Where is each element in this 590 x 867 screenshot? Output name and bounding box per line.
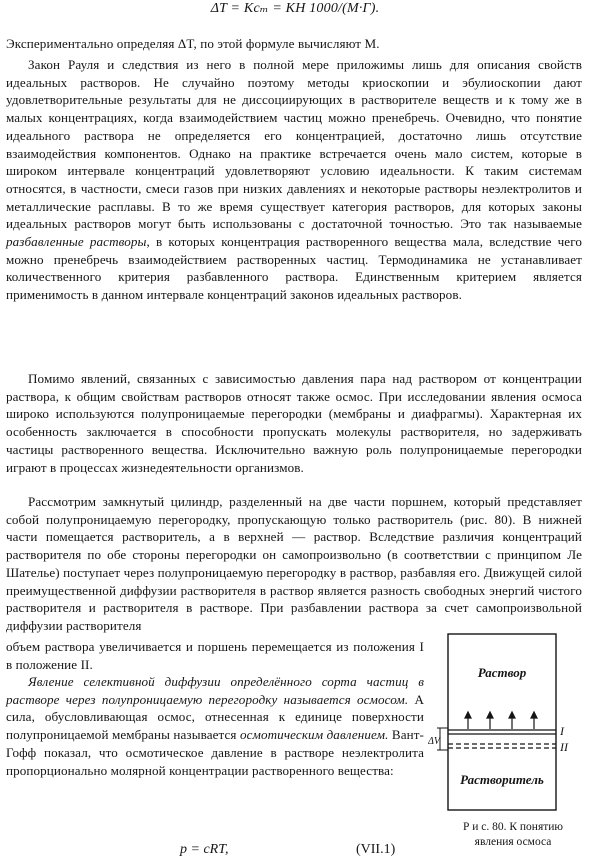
label-solvent: Растворитель [460,772,544,787]
paragraph-volume: объем раствора увеличивается и поршень перемещается из положения I в положение II. [6,639,424,672]
caption-line-1: Р и с. 80. К понятию [462,821,564,833]
paragraph-cylinder: Рассмотрим замкнутый цилиндр, разделенный на две части поршнем, который представляет собой полупроницаемую перегородку, пропускающую только растворитель (рис. 80). В нижней части помещается растворитель, а в верхней — раствор. Вследствие различия концентраций растворителя по обе стороны перегородки он самопроизвольно (в соответствии с принципом Ле Шателье) поступает через полупроницаемую перегородку в раствор, разбавляя его. Движущей силой преимущественной диффузии растворителя в раствор является разность свободных энергий чистого растворителя и растворителя в растворе. При разбавлении раствора за счет самопроизвольной диффузии растворителя [6,494,582,633]
equation-number: (VII.1) [356,842,396,857]
osmosis-diagram [428,632,588,822]
marker-position-2: II [560,740,568,754]
paragraph-1-text: Закон Рауля и следствия из него в полной мере приложимы лишь для описания свойств идеальных растворов. Не случайно поэтому методы криоскопии и эбулиоскопии дают удовлетворительные результаты для не диссоциирующих в растворителе веществ и к тому же в малых концентрациях, когда взаимодействием частиц можно пренебречь. Очевидно, что понятие идеального раствора не определяется его концентрацией, достаточно лишь отсутствие взаимодействия компонентов. Однако на практике встречается очень мало систем, которые в широком интервале концентраций удовлетворяют условию идеальности. К таким системам относятся, в частности, смеси газов при низких давлениях и некоторые растворы неэлектролитов и металлические расплавы. В то же время существует категория растворов, для которых законы идеальных растворов могут быть использованы с достаточной точностью. Это так называемые [6,57,582,232]
paragraph-osmosis-intro: Помимо явлений, связанных с зависимостью давления пара над раствором от концентрации раствора, к общим свойствам растворов относят также осмос. При исследовании явления осмоса широко используются полупроницаемые перегородки (мембраны и диафрагмы). Характерная их особенность заключается в способности пропускать молекулы растворителя, но задерживать частицы растворенного вещества. Исключительно важную роль полупроницаемые перегородки играют в процессах жизнедеятельности организмов. [6,371,582,475]
vant-hoff-equation: p = cRT, [180,842,229,857]
formula-freezing-point: ΔT = Kcₘ = KH 1000/(M·Г). [210,1,380,16]
delta-v-label: ΔV [428,736,440,747]
term-dilute-solutions: разбавленные растворы [6,234,147,250]
paragraph-osmosis-definition [6,673,424,779]
paragraph-0: Экспериментально определяя ΔT, по этой формуле вычисляют M. [6,36,380,51]
caption-line-2: явления осмоса [474,836,552,848]
paragraph-ideal-solutions [6,56,582,304]
figure-caption [436,820,590,850]
vant-hoff-text: Вант-Гофф показал, что осмотическое давление в растворе неэлектролита пропорционально молярной концентрации растворенного вещества: [6,727,424,778]
paragraph-1-end: , в которых концентрация растворенного вещества мала, вследствие чего можно пренебречь взаимодействием растворенных частиц. Термодинамика не устанавливает количественного критерия разбавленного раствора. Единственным критерием является применимость в данном интервале концентраций законов идеальных растворов. [6,234,582,303]
label-solution: Раствор [477,665,527,680]
diffusion-arrows [465,712,537,729]
marker-position-1: I [560,724,564,738]
osmosis-definition: Явление селективной диффузии определённого сорта частиц в растворе через полупроницаемую перегородку называется осмосом. [6,674,424,707]
term-osmotic-pressure: осмотическим давлением. [239,727,389,743]
osmotic-force-text: А сила, обусловливающая осмос, отнесенная к единице поверхности полупроницаемой мембраны называется [6,691,424,743]
